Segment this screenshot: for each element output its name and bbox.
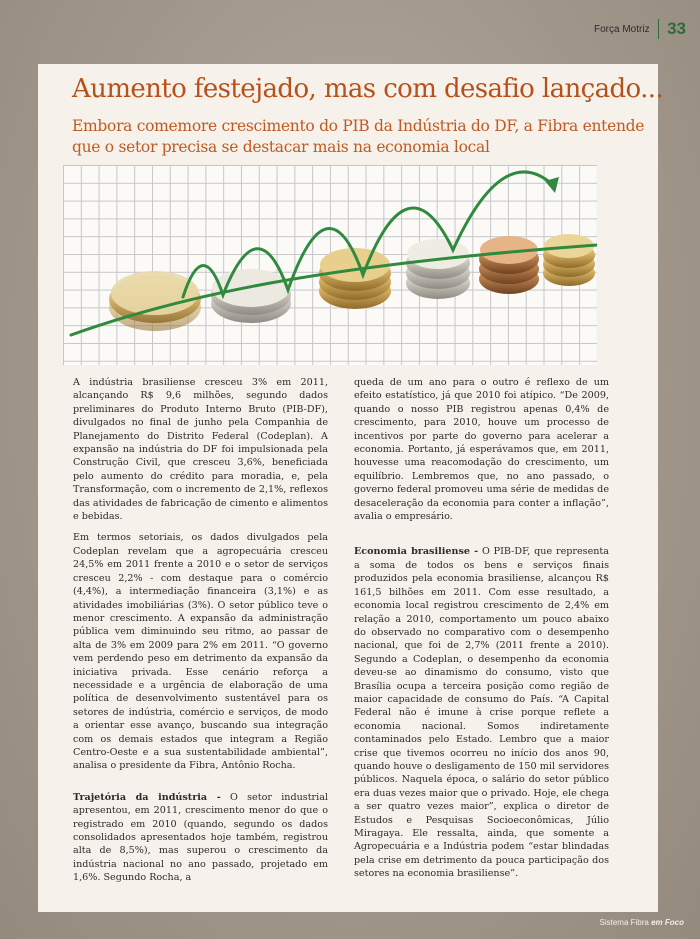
article-title: Aumento festejado, mas com desafio lançado...: [72, 74, 664, 104]
right-column: [354, 376, 609, 889]
hero-illustration: [63, 165, 597, 365]
page-footer: [600, 918, 685, 927]
subhead-economia: Economia brasiliense -: [354, 546, 479, 558]
header-divider: [658, 19, 660, 39]
right-paragraph-1: queda de um ano para o outro é reflexo de um efeito estatístico, já que 2010 foi atípico. “De 2009, quando o nosso PIB registrou apenas 0,4% de crescimento, para 2010, houve um processo de incentivos por parte do governo para acelerar a economia. Portanto, já esperávamos que, em 2011, houvesse uma reacomodação do crescimento, um equilíbrio. Lembremos que, no ano passado, o governo federal promoveu uma série de medidas de desaceleração da economia para conter a inflação”, avalia o empresário.: [354, 377, 609, 523]
right-paragraph-2: [354, 545, 609, 880]
footer-prefix: Sistema Fibra: [599, 918, 649, 927]
left-column: [73, 376, 328, 893]
article-subtitle: Embora comemore crescimento do PIB da Indústria do DF, a Fibra entende que o setor precisa se destacar mais na economia local: [72, 117, 645, 156]
left-paragraph-3: [73, 791, 328, 885]
page-number: 33: [667, 19, 686, 38]
coin-stack-4: [406, 239, 470, 299]
coin-stack-6: [543, 234, 595, 286]
left-paragraph-3-text: O setor industrial apresentou, em 2011, crescimento menor do que o registrado em 2010 (quando, segundo os dados consolidados apresentados hoje também, registrou alta de 8,5%), mas superou o crescimento da indústria nacional no ano passado, projetado em 1,6%. Segundo Rocha, a: [73, 791, 329, 884]
page-header: [594, 18, 686, 40]
coin-stack-5: [479, 236, 539, 294]
footer-suffix: em Foco: [651, 918, 684, 927]
subhead-trajetoria: Trajetória da indústria -: [73, 791, 221, 803]
section-name: Força Motriz: [594, 23, 650, 35]
left-paragraph-2: Em termos setoriais, os dados divulgados pela Codeplan revelam que a agropecuária cresceu 24,5% em 2011 frente a 2010 e o setor de serviços cresceu 2,2% - com destaque para o comércio (4,4%), a intermediação financeira (3,1%) e as atividades imobiliárias (3%). O setor público teve o menor crescimento. A expansão da administração pública vem diminuindo seu ritmo, ao passar de alta de 3% em 2009 para 2% em 2011. “O governo vem perdendo peso em detrimento da expansão da iniciativa privada. Esse cenário reforça a necessidade e a urgência de elaboração de uma política de desenvolvimento sustentável para os setores de indústria, comércio e serviços, de modo a orientar esse avanço, buscando sua integração com os demais estados que integram a Região Centro-Oeste e a sua sustentabilidade ambiental”, analisa o presidente da Fibra, Antônio Rocha.: [73, 532, 328, 772]
left-paragraph-1: A indústria brasiliense cresceu 3% em 2011, alcançando R$ 9,6 milhões, segundo dados preliminares do Produto Interno Bruto (PIB-DF), divulgados no final de junho pela Companhia de Planejamento do Distrito Federal (Codeplan). A expansão na indústria do DF foi impulsionada pela Construção Civil, que cresceu 3,6%, beneficiada pelo aumento do crédito para moradia, e, pela Transformação, com o incremento de 2,1%, reflexos das atividades de fabricação de cimento e alimentos e bebidas.: [73, 377, 328, 523]
right-paragraph-2-text: O PIB-DF, que representa a soma de todos os bens e serviços finais produzidos pela economia brasiliense, alcançou R$ 161,5 bilhões em 2011. Com esse resultado, a economia local registrou crescimento de 2,4% em relação a 2010, comportamento um pouco abaixo do observado no comparativo com o desempenho nacional, que foi de 2,7% (2011 frente a 2010). Segundo a Codeplan, o desempenho da economia deveu-se ao dinamismo do consumo, visto que Brasília ocupa a terceira posição como região de maior capacidade de consumo do País. “A Capital Federal não é imune à crise porque reflete a economia nacional. Somos indiretamente contaminados pelo Estado. Lembro que a maior crise que tivemos ocorreu no início dos anos 90, quando houve o desligamento de 150 mil servidores públicos. Naquela época, o salário do setor público era duas vezes maior que o privado. Hoje, ele chega a ser quatro vezes maior”, explica o diretor de Estudos e Pesquisas Socioeconômicas, Júlio Miragaya. Ele ressalta, ainda, que somente a Agropecuária e a Indústria podem “estar blindadas pela crise em detrimento da pouca participação dos setores na economia brasiliense”.: [354, 546, 610, 880]
coins-growth-graphic: [63, 165, 597, 365]
